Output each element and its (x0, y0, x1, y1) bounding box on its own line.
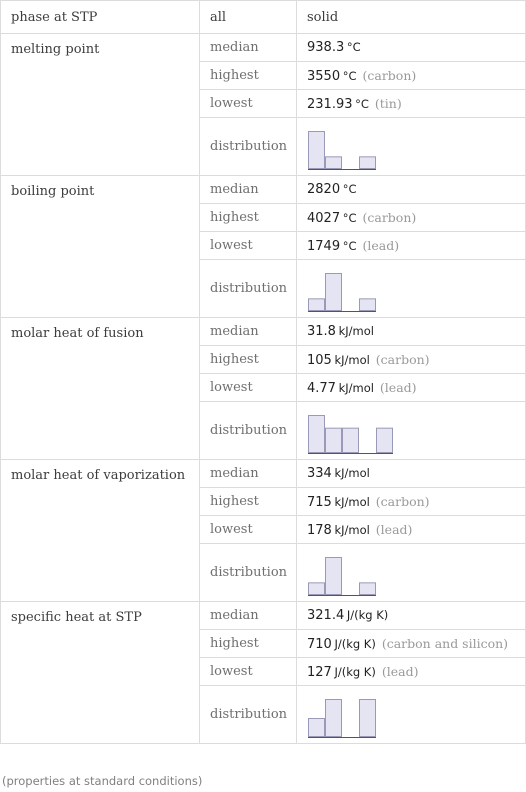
specific-heat-at-stp-median-value: 321.4 (307, 608, 345, 623)
molar-heat-of-vaporization-lowest-value: 178 (307, 522, 332, 538)
boiling-point-distribution-label: distribution (200, 260, 297, 318)
specific-heat-at-stp-distribution-cell (297, 686, 526, 744)
melting-point-highest-note: (carbon) (362, 67, 417, 83)
molar-heat-of-fusion-distribution-label: distribution (200, 402, 297, 460)
boiling-point-distribution-histogram (307, 265, 407, 313)
specific-heat-at-stp-median-label: median (200, 602, 297, 630)
molar-heat-of-fusion-lowest-note: (lead) (379, 379, 417, 395)
specific-heat-at-stp-highest-value: 710 (307, 636, 332, 652)
molar-heat-of-fusion-property-name: molar heat of fusion (1, 318, 200, 460)
molar-heat-of-vaporization-hist-bar-0 (309, 582, 325, 594)
melting-point-median-value-cell (297, 34, 526, 62)
header-phase-label: phase at STP (1, 1, 200, 34)
molar-heat-of-vaporization-highest-value-cell (297, 488, 526, 516)
molar-heat-of-fusion-hist-bar-1 (326, 428, 342, 452)
boiling-point-hist-bar-0 (309, 298, 325, 310)
footnote: (properties at standard conditions) (2, 774, 203, 788)
specific-heat-at-stp-highest-value-cell (297, 630, 526, 658)
molar-heat-of-fusion-highest-note: (carbon) (375, 351, 430, 367)
boiling-point-lowest-label: lowest (200, 232, 297, 260)
boiling-point-property-name: boiling point (1, 176, 200, 318)
molar-heat-of-fusion-lowest-unit: kJ/mol (338, 380, 374, 395)
melting-point-distribution-label: distribution (200, 118, 297, 176)
melting-point-lowest-value-cell (297, 90, 526, 118)
molar-heat-of-vaporization-lowest-unit: kJ/mol (334, 522, 370, 537)
boiling-point-median-value: 2820 (307, 182, 341, 197)
molar-heat-of-fusion-row-median (1, 318, 526, 346)
molar-heat-of-fusion-highest-unit: kJ/mol (334, 352, 370, 367)
boiling-point-median-unit: °C (342, 182, 357, 196)
melting-point-hist-bar-1 (326, 156, 342, 168)
melting-point-lowest-label: lowest (200, 90, 297, 118)
specific-heat-at-stp-median-unit: J/(kg K) (346, 608, 389, 622)
molar-heat-of-vaporization-property-name: molar heat of vaporization (1, 460, 200, 602)
molar-heat-of-vaporization-median-label: median (200, 460, 297, 488)
molar-heat-of-fusion-highest-value-cell (297, 346, 526, 374)
melting-point-lowest-note: (tin) (374, 95, 402, 111)
specific-heat-at-stp-distribution-histogram (307, 691, 407, 739)
melting-point-lowest-value: 231.93 (307, 96, 353, 112)
melting-point-median-unit: °C (346, 40, 361, 54)
boiling-point-highest-value: 4027 (307, 210, 341, 226)
molar-heat-of-vaporization-median-unit: kJ/mol (334, 466, 370, 480)
molar-heat-of-fusion-distribution-histogram (307, 407, 407, 455)
molar-heat-of-vaporization-lowest-note: (lead) (375, 521, 413, 537)
boiling-point-median-value-cell (297, 176, 526, 204)
molar-heat-of-fusion-highest-value: 105 (307, 352, 332, 368)
specific-heat-at-stp-highest-note: (carbon and silicon) (381, 635, 509, 651)
boiling-point-highest-label: highest (200, 204, 297, 232)
molar-heat-of-vaporization-distribution-cell (297, 544, 526, 602)
molar-heat-of-fusion-median-value-cell (297, 318, 526, 346)
molar-heat-of-fusion-highest-label: highest (200, 346, 297, 374)
melting-point-median-value: 938.3 (307, 40, 345, 55)
specific-heat-at-stp-lowest-unit: J/(kg K) (334, 664, 376, 679)
melting-point-highest-value-cell (297, 62, 526, 90)
specific-heat-at-stp-lowest-value-cell (297, 658, 526, 686)
melting-point-property-name: melting point (1, 34, 200, 176)
specific-heat-at-stp-lowest-value: 127 (307, 664, 332, 680)
molar-heat-of-vaporization-row-median (1, 460, 526, 488)
header-row (1, 1, 526, 34)
melting-point-distribution-cell (297, 118, 526, 176)
header-all-label: all (200, 1, 297, 34)
specific-heat-at-stp-property-name: specific heat at STP (1, 602, 200, 744)
boiling-point-highest-note: (carbon) (362, 209, 417, 225)
specific-heat-at-stp-highest-label: highest (200, 630, 297, 658)
boiling-point-lowest-note: (lead) (362, 237, 400, 253)
melting-point-median-label: median (200, 34, 297, 62)
molar-heat-of-fusion-distribution-cell (297, 402, 526, 460)
specific-heat-at-stp-lowest-note: (lead) (381, 663, 419, 679)
specific-heat-at-stp-row-median (1, 602, 526, 630)
molar-heat-of-fusion-lowest-value-cell (297, 374, 526, 402)
molar-heat-of-vaporization-distribution-label: distribution (200, 544, 297, 602)
molar-heat-of-fusion-median-label: median (200, 318, 297, 346)
melting-point-distribution-histogram (307, 123, 407, 171)
boiling-point-lowest-unit: °C (342, 238, 357, 253)
molar-heat-of-vaporization-median-value-cell (297, 460, 526, 488)
molar-heat-of-vaporization-highest-value: 715 (307, 494, 332, 510)
boiling-point-hist-bar-1 (326, 273, 342, 310)
boiling-point-row-median (1, 176, 526, 204)
molar-heat-of-vaporization-hist-bar-3 (360, 582, 376, 594)
molar-heat-of-vaporization-lowest-label: lowest (200, 516, 297, 544)
molar-heat-of-vaporization-median-value: 334 (307, 466, 332, 481)
molar-heat-of-fusion-median-unit: kJ/mol (338, 324, 374, 338)
specific-heat-at-stp-hist-bar-0 (309, 718, 325, 736)
boiling-point-highest-unit: °C (342, 210, 357, 225)
melting-point-hist-bar-3 (360, 156, 376, 168)
molar-heat-of-vaporization-hist-bar-1 (326, 557, 342, 594)
specific-heat-at-stp-distribution-label: distribution (200, 686, 297, 744)
molar-heat-of-fusion-lowest-label: lowest (200, 374, 297, 402)
boiling-point-median-label: median (200, 176, 297, 204)
boiling-point-lowest-value: 1749 (307, 238, 341, 254)
molar-heat-of-fusion-lowest-value: 4.77 (307, 380, 336, 396)
melting-point-row-median (1, 34, 526, 62)
specific-heat-at-stp-median-value-cell (297, 602, 526, 630)
specific-heat-at-stp-hist-bar-1 (326, 699, 342, 736)
boiling-point-distribution-cell (297, 260, 526, 318)
melting-point-highest-unit: °C (342, 68, 357, 83)
molar-heat-of-fusion-hist-bar-4 (377, 428, 393, 452)
molar-heat-of-vaporization-distribution-histogram (307, 549, 407, 597)
molar-heat-of-vaporization-highest-label: highest (200, 488, 297, 516)
melting-point-highest-value: 3550 (307, 68, 341, 84)
boiling-point-hist-bar-3 (360, 298, 376, 310)
melting-point-hist-bar-0 (309, 131, 325, 168)
molar-heat-of-fusion-hist-bar-0 (309, 415, 325, 452)
header-solid-label: solid (297, 1, 526, 34)
specific-heat-at-stp-hist-bar-3 (360, 699, 376, 736)
melting-point-highest-label: highest (200, 62, 297, 90)
specific-heat-at-stp-lowest-label: lowest (200, 658, 297, 686)
melting-point-lowest-unit: °C (355, 96, 369, 111)
molar-heat-of-vaporization-highest-note: (carbon) (375, 493, 430, 509)
boiling-point-lowest-value-cell (297, 232, 526, 260)
specific-heat-at-stp-highest-unit: J/(kg K) (334, 636, 376, 651)
molar-heat-of-vaporization-highest-unit: kJ/mol (334, 494, 370, 509)
boiling-point-highest-value-cell (297, 204, 526, 232)
molar-heat-of-vaporization-lowest-value-cell (297, 516, 526, 544)
molar-heat-of-fusion-hist-bar-2 (343, 428, 359, 452)
molar-heat-of-fusion-median-value: 31.8 (307, 324, 336, 339)
